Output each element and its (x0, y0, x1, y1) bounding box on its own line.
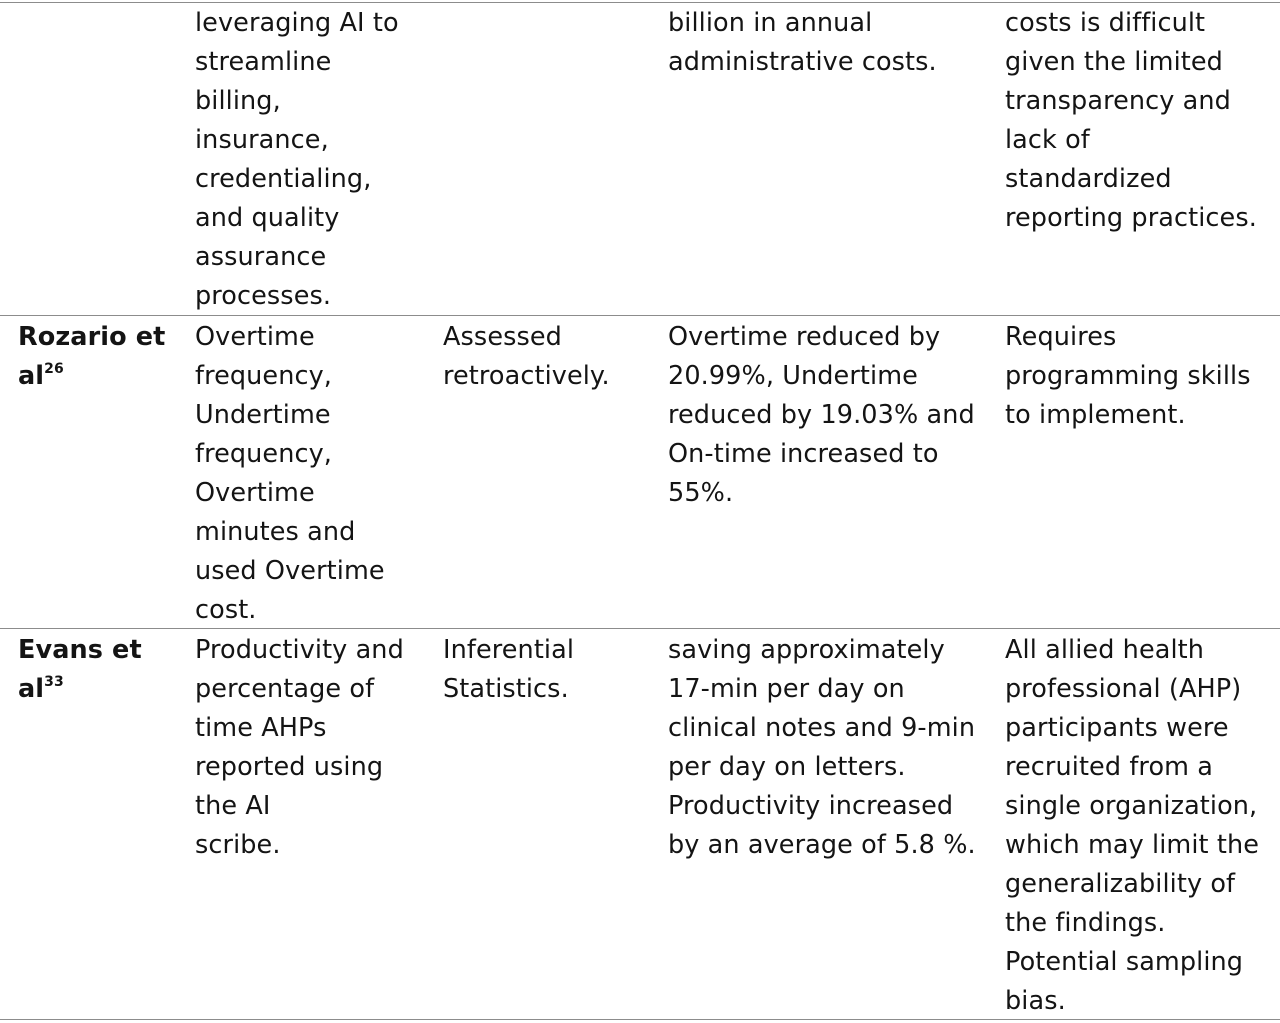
study-cell (18, 318, 178, 396)
row-divider (0, 315, 1280, 316)
analysis-cell: Assessed retroactively. (443, 322, 610, 391)
analysis-cell: Inferential Statistics. (443, 635, 575, 704)
limitations-cell: costs is difficult given the limited transparency and lack of standardized reporting practices. (1005, 8, 1257, 233)
study-name: Rozario et al (18, 322, 166, 391)
limitations-cell: Requires programming skills to implement. (1005, 322, 1251, 430)
limitations-cell: All allied health professional (AHP) participants were recruited from a single organization, which may limit the generalizability of the findings. Potential sampling bias. (1005, 635, 1259, 1016)
outcomes-cell: saving approximately 17-min per day on clinical notes and 9-min per day on letters. Productivity increased by an average of 5.8 %. (668, 635, 976, 860)
row-divider (0, 1019, 1280, 1020)
outcomes-cell: billion in annual administrative costs. (668, 8, 937, 77)
measures-cell: leveraging AI to streamline billing, insurance, credentialing, and quality assurance processes. (195, 8, 399, 311)
measures-cell: Productivity and percentage of time AHPs reported using the AI scribe. (195, 635, 404, 860)
reference-number: 26 (44, 360, 64, 377)
outcomes-cell: Overtime reduced by 20.99%, Undertime reduced by 19.03% and On-time increased to 55%. (668, 322, 975, 508)
measures-cell: Overtime frequency, Undertime frequency, Overtime minutes and used Overtime cost. (195, 322, 385, 625)
row-divider (0, 628, 1280, 629)
study-name: Evans et al (18, 635, 142, 704)
reference-number: 33 (44, 673, 64, 690)
row-divider (0, 2, 1280, 3)
study-cell (18, 631, 178, 709)
